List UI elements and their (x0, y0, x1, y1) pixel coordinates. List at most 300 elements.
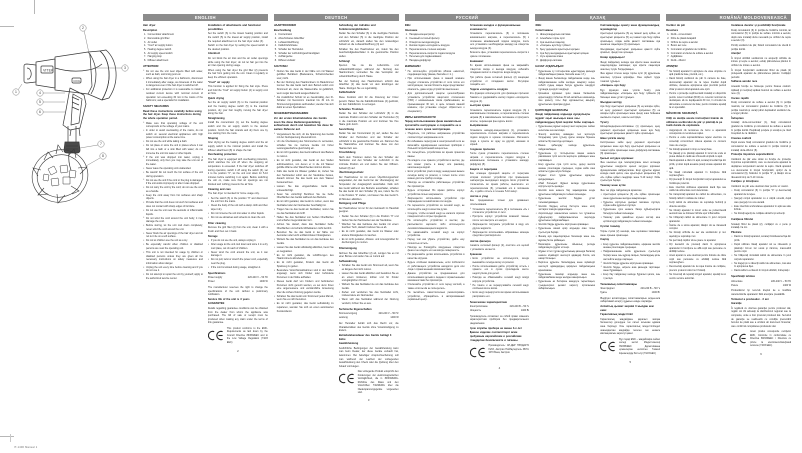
body-paragraph: Der Hersteller behält sich das Recht vor, die Charakteristiken des Geräts ohne Vorankündigung zu ändern. (338, 322, 399, 333)
parts-list-number: 6. (405, 51, 408, 55)
bullet-list-item: • When using the hair dryer in a bathroom, disconnect it immediately after usage, as closeness of the water is dangerous even if the hair dryer is switched off. (143, 77, 203, 88)
compliance-notice (208, 328, 268, 346)
body-paragraph: When using the hair dryer the grid filter (2) prevents the hair from getting into the unit. Clean it regularly to keep the efficient operation. (207, 68, 268, 79)
bullet-list-item: • Если устройство не используется, всегда вынимайте сетевую вилку из розетки. (470, 257, 530, 264)
bullet-list-item: • Тазалау үшін қажайтын жуғыш заттар мен еріткіштерді пайдалануға тыйым салынады. (600, 216, 660, 223)
section-heading: МЕРЫ БЕЗОПАСНОСТИ (404, 115, 436, 119)
compliance-notice (600, 339, 660, 357)
parts-list-number: 6. (667, 51, 670, 55)
section-heading: Attention! (207, 52, 221, 56)
parts-list-label: Насадка-диффузор (409, 59, 431, 63)
parts-list-label: Schalter der Luftzufuhrgeschwindigkeit (278, 51, 320, 55)
section-heading: Storage (207, 234, 218, 238)
section-heading: Хранение (469, 252, 482, 256)
parts-list-label: Переключатель скорости подачи воздуха (409, 51, 455, 55)
section-heading: Шаш үлгісін жасау (600, 136, 625, 140)
parts-list-label: Concentrator attachment (147, 33, 174, 37)
bullet-list-item: • Als zusätzlicher Schutz ist es zweckmäßig, den FI-Schalter mit Nennstrom maximal bis 30 mA im Stromversorgungskreis aufzustellen; wenden Sie sich dafür an einen Spezialisten. (274, 96, 334, 110)
bullet-list (470, 257, 530, 298)
numbered-parts-list (535, 33, 595, 63)
section-heading: Betriebslebensdauer des Geräts beträgt 3 Jahre (338, 333, 392, 341)
bullet-list-item: • Nu folosiţi aparatul în apropiere de vase umplute cu apă (cadă de baie, piscină, etc.). (666, 70, 726, 77)
section-heading: Сүзгіні тазалау (600, 225, 620, 229)
parts-list-number: 2. (274, 36, 277, 40)
bullet-list-item: • Achten Sie darauf, dass das Netzkabel heiße Oberflächen und scharfe Möbelkanten nicht berührt. (274, 223, 334, 230)
language-header-kk: ҚАЗАҚ (535, 14, 660, 21)
bullet-list-item: • Никогда не оставляйте работающее устройство без присмотра. (405, 181, 465, 188)
specification-label: Alimentare (731, 279, 743, 283)
parts-list-number: 5. (274, 47, 277, 51)
body-paragraph: Scoateţi filtrul de plasă (2), curăţaţi-l cu o perie şi instalaţi-l la loc. (731, 222, 791, 230)
bullet-list-item: • Unplug the unit every time before cleaning and if you do not use it. (143, 266, 203, 273)
svg-text:3: 3 (124, 66, 126, 71)
bullet-list-item: • Before storing, let the unit cool down completely; never wind the cord around the unit. (143, 224, 203, 231)
section-heading: Curăţarea filtrului (731, 218, 754, 222)
bullet-list-item: • After usage let the unit cool down and store it in a dry cool place, out of reach of children. (208, 243, 268, 250)
section-heading: Данное изделие соответствует всем требуемым европейским и российским стандартам безопасности и гигиены. (469, 331, 522, 342)
specification-value: 220-240 В ~ 50 Гц (640, 287, 661, 291)
body-paragraph: Stellen Sie den Schalter (6) in die niedrigste Heizstufe und den Schalter (5) in die niedrigste Position der Luftzufuhr ein, danach stellen Sie den notwendigen Aufsatz an die Luftaustrittsöffnung (3) auf. (338, 32, 399, 47)
text-subcolumn-right (470, 24, 530, 424)
bullet-list-item: • Құрылғыны жинап қояр алдында оған толық суытылуға беріңіз. (535, 227, 595, 234)
section-heading: Қызып кетуден қорғаныс (600, 156, 634, 160)
specification-label: Power (207, 280, 215, 284)
bullet-list-item: • Не тяните и не перекручивайте сетевой шнур, особенно возле вилки. (470, 284, 530, 291)
compliance-notice (470, 345, 530, 363)
text-subcolumn-left (405, 24, 465, 424)
bullet-list-item: • Deconectaţi aparatul de la reţea înainte de curăţare, precum şi atunci când nu îl folosiţi. (666, 265, 726, 272)
body-paragraph: În legătură cu oferirea garanţiei pentru produsul dat, rugăm să Vă adresaţi la distribuitorul regional sau la compania, unde a fost procurat produsul dat. Serviciul de garanţie se realizează cu condiţia prezentării bonului de plată sau a oricărui alt document financiar, care confirmă cumpărarea produsului dat. (731, 306, 791, 328)
bullet-list-item: • Clean the body of the unit with a damp cloth and then wipe it dry. (208, 204, 268, 211)
specification-row (470, 309, 530, 313)
parts-list-number: 1. (144, 33, 146, 37)
bullet-list-item: • Запрещается погружать устройство в воду или другие жидкости. (470, 223, 530, 230)
section-heading: Reinigung und Pflege (338, 202, 366, 206)
text-subcolumn-right (731, 24, 791, 424)
bullet-list-item: • Bei der Nutzung des Haartrockners im Badezimmer trennen Sie das Gerät nach dem Betrieb sofort vom Stromnetz ab, denn die Wassernähe ist gefährlich, wenn sogar das Gerät ausgeschaltet ist. (274, 81, 334, 95)
bullet-list-item: • Не используйте устройство вблизи емкостей, содержащих воду (ванна, бассейн и т.п.). (405, 70, 465, 77)
bullet-list-item: • Never block the air openings of the hair dryer and do not let it lie on a soft surface. (143, 232, 203, 239)
section-heading: ФЕН (535, 24, 542, 27)
specification-value: 1400 W (390, 316, 399, 320)
section-heading: Description (143, 28, 158, 32)
bullet-list-item: • Не используйте устройство в местах, где распыляются аэрозоли либо используются легковоспламеняющиеся жидкости. (405, 219, 465, 230)
body-paragraph: Производитель оставляет за собой право изменять характеристики приборов без предварительного уведомления. (469, 314, 530, 326)
section-heading: Read these instructions carefully before using the hair dryer. Keep these instructions during the whole operation period. (143, 109, 202, 121)
bullet-list-item: • Do not use the unit while taking a bath. (143, 140, 203, 144)
section-heading: Жылдам кептіру (600, 100, 622, 104)
bullet-list-item: • Pentru a evita suprasolicitarea reţelei electrice nu conectaţi concomitent câteva aparate cu consum mare de energie. (666, 136, 726, 147)
section-heading: Uscare rapidă (731, 96, 749, 100)
section-heading: GUARANTEE (207, 302, 225, 306)
bullet-list-item: • Электр желісінің шамадан тыс жүктелуін болдырмау үшін тұтыну қуаты жоғары бірнеше аспапты бір мезгілде қоспаңыз. (535, 133, 595, 144)
section-heading: ВНИМАНИЕ! (404, 65, 421, 69)
body-paragraph: Ауыстырып қосқышты (6) ең төменгі қызу күйіне, ал ауыстырып қосқышты (5) ең төменгі ауа беру күйіне орнатыңыз, содан кейін қажетті саптаманы ауа шығатын саңылауға (3) орнатыңыз. (600, 32, 661, 47)
bullet-list-item: • Do not use the unit near objects filled with water, such as bath, swimming pool etc. (143, 70, 203, 77)
section-heading: ФЕН (404, 24, 411, 27)
section-heading: Тазалау және күтім (600, 184, 626, 188)
language-body-de (274, 24, 399, 424)
specifications-table (600, 287, 660, 294)
body-paragraph: În timpul funcţionării uscătorului filtrul de plasă (2) protejează aparatul de pătrunderea părului. Curăţaţi-l periodic. (731, 68, 791, 79)
bullet-list-item: • Желілік бауды құрылғы корпусына орамаңыз. (600, 262, 660, 266)
ce-mark-icon (731, 331, 747, 349)
bullet-list-item: • Do not use the unit near the aerosols or inflammable liquids. (143, 209, 203, 216)
section-heading: Curăţare şi întreţinere (731, 180, 759, 184)
bullet-list-item: • Не пользуйтесь устройством во время принятия ванны. (405, 151, 465, 158)
parts-list-number: 7. (405, 55, 408, 59)
section-heading: ACHTUNG! (273, 65, 288, 69)
illustration-panel (8, 14, 140, 432)
bullet-list-item: • Dacă aparatul a căzut în apă, scoateţi imediat fişa din priză, şi doar după aceasta puteţi scoate aparatul din apă. (666, 159, 726, 170)
section-heading: Suflarea aerului rece (731, 80, 758, 84)
section-heading: НАЗАР АУДАРЫҢЫЗ! (535, 65, 564, 69)
bullet-list-item: • Nu folosiţi aparatul în timp ce faceţi baie. (666, 148, 726, 152)
bullet-list-item: • Құрылғыны желілік баудан ұстап тасымалдамаңыз. (535, 197, 595, 204)
section-heading: Саптамаларды орнату және функционалдық мүмкіндіктер (600, 24, 660, 31)
bullet-list-item: • Запрещается использовать абразивные моющие средства и растворители. (470, 231, 530, 238)
parts-list-label: Кнопка подачи «холодного» воздуха (409, 44, 450, 48)
parts-list-number: 2. (667, 36, 670, 40)
specification-label: Электрқорегі (600, 287, 615, 291)
body-paragraph: Nehmen Sie das Gitterfilter (2) ab, reinigen Sie es mit einer Bürste und stellen Sie es zurück auf. (338, 251, 399, 259)
bullet-list-item: • Seien Sie vorsichtig! Berühren Sie nie heiße Oberflächen des Geräts während des Betriebs. (274, 193, 334, 200)
section-heading: Сипаттамасы (535, 28, 553, 32)
parts-list-label: Ауа беру жылдамдығын ауыстырып қосқыш (539, 51, 589, 55)
section-heading: Frisurbildung (338, 151, 356, 155)
compliance-notice (339, 371, 399, 395)
section-heading: Atenţie! (731, 52, 741, 56)
bullet-list-item: • Este interzisă utilizarea aparatului dacă fişa sau cablul de alimentare sunt deteriorate. (666, 186, 726, 193)
numbered-parts-list (274, 33, 334, 63)
bullet-list-item: • Es ist nicht gestattet, das Gerät während des Badens zu nutzen. (274, 151, 334, 158)
bullet-list-item: • Make sure that operating voltage of the unit corresponds to the voltage of your mains. (143, 122, 203, 129)
page-number: 4 (498, 366, 501, 371)
body-paragraph: Install the concentrator (1), set the heating degree switch and the air supply switch to the desired position. Comb the hair strands and dry them one by one starting from the roots. (207, 121, 268, 136)
section-heading: «Салқын» ауа беру (600, 84, 626, 88)
parts-list-label: Aufhängeöse (278, 55, 293, 59)
bullet-list (535, 125, 595, 291)
body-paragraph: Bei der Nutzung des Haartrockners schützt das Gitterfilter (2) das Gerät vor dem Eindringen der Haare. Reinigen Sie es regelmäßig. (338, 79, 399, 90)
body-paragraph: Установите переключатель подачи воздуха (6) в максимальное положение, а переключатель степени нагрева (5) в максимальное положение и просушите волосы, перемещая фен вдоль волос. (469, 108, 530, 123)
bullet-list-item: • Не разрешайте детям использовать устройство в качестве игрушки. (405, 253, 465, 260)
crop-mark-top-left-vertical (34, 0, 35, 14)
bullet-list-item: • Es ist nicht gestattet, Abrasiv- und Lösungsmittel für die Reinigung zu nutzen. (339, 238, 399, 245)
specifications-table (731, 280, 791, 287)
bullet-list-item: • Не наматывайте сетевой шнур на корпус устройства. (405, 231, 465, 238)
bullet-list-item: • Желілік бауды құрылғы корпусына орамаңыз. (535, 223, 595, 227)
bullet-list-item: • Dacă folosiţi uscătorul de păr în camera de baie, deconectaţi aparatul de la reţea imediat după utilizare, deoarece apropierea apei prezintă pericol chiar şi atunci când aparatul este oprit. (666, 77, 726, 91)
section-heading: Schnelles Trocknen (338, 107, 364, 111)
section-heading: Straightening (207, 116, 225, 120)
bullet-list (143, 70, 203, 103)
body-paragraph: Ауа беру ауыстырып қосқышын (6) ең жоғары күйге, ал қызу дәрежесі ауыстырып қосқышын (5) ең жоғары күйге орнатыңыз және фенді шаш бойымен жылжыта отырып, шашты кептіріңіз. (600, 105, 661, 119)
section-heading: Установка насадок и функциональные возможности (469, 24, 521, 31)
section-heading: HAARTROCKNER (273, 24, 296, 27)
language-column-de (271, 14, 402, 432)
bullet-list (731, 235, 791, 273)
section-heading: Чистка фильтра (469, 239, 491, 243)
section-heading: "Cool" air supply (207, 80, 230, 84)
parts-list-label: Luftaustrittsöffnung (278, 40, 299, 44)
parts-list-label: Agăţătoare (670, 55, 683, 59)
bullet-list (405, 70, 465, 114)
body-paragraph: Uscătorul de păr este dotat cu funcţie de protecţie împotriva supraîncălzirii, care va deconecta aparatul la depăşirea temperaturii aerului la ieşire. Dacă aparatul s-a deconectat în timpul funcţionării, opriţi-l de la comutatorul (6), fixându-l în poziţia "0", şi lăsaţi-l să se răcească timp de 5-10 minute. (731, 157, 791, 179)
specification-value: 220-240 V ~ 50 Hz (247, 276, 268, 280)
bullet-list-item: • Wenn sich das Netzkabel während der Nutzung verdreht, richten Sie es aus. (339, 298, 399, 305)
bullet-list-item: • Wickeln Sie das Netzkabel nie um das Gehäuse des Geräts. (339, 283, 399, 290)
bullet-list-item: • Do not use the unit if the cord or the plug is damaged, if the unit works improperly or after it was dropped. (143, 179, 203, 186)
body-paragraph: Uscătorul de păr este destinat doar pentru uz casnic. (731, 184, 789, 188)
bullet-list-item: • Егер құрылғы суға түсіп кетсе, дереу желілік ашаны розеткадан суырыңыз, содан кейін ғана аспапты судан алуға болады. (535, 163, 595, 174)
numbered-parts-list (143, 33, 203, 63)
specification-label: Мощность (469, 308, 482, 312)
bullet-list (535, 70, 595, 107)
parts-list-label: Filtru de plasă detaşabil (670, 36, 697, 40)
parts-list-item (535, 59, 595, 63)
bullet-list-item: • Be careful! Do not touch the hot surface of the unit during operation. (143, 171, 203, 178)
page-number: 2 (237, 348, 239, 353)
bullet-list (666, 129, 726, 280)
manual-sheet (8, 14, 794, 432)
bullet-list-item: • For additional protection it is reasonable to install a residual current device with nominal current of operation not exceeding 30 mA in the mains of the bathroom; ask a specialist for installation. (143, 88, 203, 102)
page-number: 3 (367, 398, 370, 403)
parts-list-number: 5. (667, 47, 670, 51)
parts-list-number: 4. (274, 44, 277, 48)
body-paragraph: Diese Funktion wird für die Fixierung der Frisur genutzt. Halten Sie die Kaltluftzufuhrtaste (4) gedrückt, um den Kaltluftstrom zu erzeugen. (338, 95, 399, 107)
parts-list-number: 8. (144, 59, 146, 63)
svg-text:5: 5 (39, 100, 41, 105)
section-heading: Installation of attachments and functional possibilities (207, 24, 261, 31)
bullet-list-item: • In order to avoid overloading of the mains, do not switch on several electrical appliances with high power consumption at the same time. (143, 129, 203, 140)
bullet-list-item: • Егер құрылғы пайдаланылмаса, әрқашан желілік ашаны розеткадан суырыңыз. (600, 243, 660, 250)
section-heading: MĂSURI DE SIGURANŢĂ (666, 112, 698, 116)
numbered-parts-list (405, 33, 465, 63)
section-heading: Сақтау (600, 238, 610, 242)
bullet-list-item: • Nu înfăşuraţi niciodată cablul de alimentare în jurul corpului aparatului. (731, 254, 791, 261)
body-paragraph: Der Haartrockner ist nur für den Gebrauch im Haushalt geeignet. (338, 206, 399, 214)
language-header-de: DEUTSCH (274, 14, 399, 21)
section-heading: Подача «холодного» воздуха (469, 87, 508, 91)
bullet-list-item: • Lassen Sie das eingeschaltete Gerät nie unbeaufsichtigt. (274, 185, 334, 192)
body-paragraph: После сушки установите переключатель степени нагрева и переключатель подачи воздуха в минимальное положение и установите насадку-диффузор (8). (469, 152, 530, 167)
section-heading: Instalarea duzelor şi posibilităţi funcţionale (731, 24, 786, 27)
bullet-list-item: • Nu folosiţi aparatul în locuri unde se pulverizează aerosoli sau se folosesc lichide uşor inflamabile. (666, 209, 726, 216)
ce-mark-icon (339, 371, 355, 389)
specifications-table (339, 312, 399, 319)
bullet-list-item: • Do not wind the cord around the unit body; it may damage the cord. (143, 217, 203, 224)
bullet-list-item: • Acest aparat nu este destinat pentru folosire de către copii sau persoane cu abilităţi reduse fără supraveghere. (666, 254, 726, 265)
bullet-list-item: • Do not attempt to repair the unit by yourself; apply to the authorized service center. (143, 273, 203, 280)
body-paragraph: Гарантиялық жағдайдағы қаралып жатқан бөлшектер дилерден тек сатып алынған адамға ғана берiледi. Осы гарантиялық мiндеттiлiгiндегi шағымдалған жағдайда төлеген чек немесе квитанциясын көрсетуi қажет. (600, 317, 661, 336)
specification-label: Қуаты (600, 290, 607, 294)
section-heading: Aufbewahrung (338, 259, 357, 263)
body-paragraph: Porniţi uscătorul de păr, fixând comutatorul de viteză în poziţia dorită. (731, 43, 791, 51)
bullet-list-item: • Құрылғыны тазалар алдында және оны пайдаланбаған кезде желіден ажыратыңыз. (535, 273, 595, 280)
section-heading: Uscător de păr (666, 24, 685, 27)
specification-label: Power supply (207, 276, 223, 280)
parts-list-label: Съемный сетчатый фильтр (409, 36, 440, 40)
body-paragraph: Торлы сүзгіні (2) шешіңіз, оны щеткамен тазалаңыз және орнына орнатыңыз. (600, 230, 661, 237)
bullet-list-item: • Желілік баудың ыстық беттерге және өткір заттарға тимеуін қадағалаңыз. (535, 205, 595, 212)
bullet-list-item: • Ziehen und verdrehen Sie das Netzkabel nicht, insbesondere am Netzstecker. (339, 291, 399, 298)
bullet-list-item: • Протрите корпус устройства влажной тканью, после чего вытрите его насухо. (470, 215, 530, 222)
section-heading: Чистка и уход (469, 194, 489, 198)
bullet-list-item: • Ванна қабылдау кезінде құрылғыны пайдаланбаңыз. (535, 144, 595, 151)
section-heading: ATTENTION! (143, 65, 159, 69)
parts-list-label: Петелька для подвешивания (409, 55, 442, 59)
bullet-list-item: • Для дополнительной защиты целесообразно установить устройство защитного отключения (УЗО) с номинальным током срабатывания, не превышающим 30 мА, в цепь питания ванной комнаты; при установке следует обратиться к специалисту. (405, 92, 465, 114)
bullet-list-item: • Besondere Vorsichtsmaßnahmen sind in den Fällen angesagt, wenn sich Kinder oder behinderte Personen in der Nähe aufhalten. (274, 269, 334, 280)
body-paragraph: Фен жұмыс істеген кезде торлы сүзгі (2) құрылғыны шаштың түсуінен қорғайды. Оны жүйелі түрде тазалап тұрыңыз. (600, 72, 661, 83)
bullet-list (405, 132, 465, 301)
parts-list-label: Abnehmbares Gitterfilter (278, 36, 305, 40)
body-paragraph: Fixaţi comutatorul de suflare a aerului (6) în poziţia maximă, iar comutatorul gradului de încălzire (5) în poziţia maximă şi uscaţi părul deplasând uscătorul de-a lungul părului. (731, 101, 791, 116)
language-column-kk (532, 14, 663, 432)
body-paragraph: Details regarding guarantee conditions can be obtained from the dealer from whom the appliance was purchased. The bill of sale or receipt must be produced when making any claim under the terms of this guarantee. (207, 306, 268, 325)
bullet-list-item: • Жұмыс істеп тұрған құрылғының қасында балалар немесе мүмкіндігі шектеулі адамдар болса, аса назар болыңыз. (535, 250, 595, 261)
bullet-list-item: • Wischen Sie das Gehäuse des Geräts mit einem feuchten Tuch, danach trocknen Sie es ab. (339, 223, 399, 230)
section-heading: Перед использованием фена внимательно прочитайте инструкцию и сохраняйте ее в течение всего срока эксплуатации. (404, 120, 462, 131)
parts-list-item (143, 59, 203, 63)
parts-list-number: 6. (274, 51, 277, 55)
body-paragraph: În timpul utilizării uscătorului nu acoperiţi orificiile de intrare şi ieşire a aerului; evitaţi pătrunderea părului în orificiul de intrare a aerului. (731, 56, 791, 67)
body-paragraph: Фен тек үйде пайдалануға арналған. (600, 188, 642, 192)
bullet-list-item: • Înainte de a stoca aparatul, lăsaţi-l să se răcească complet. (666, 224, 726, 231)
language-body-en (143, 24, 268, 424)
specification-row (731, 284, 791, 288)
bullet-list-item: • Wickeln Sie das Netzkabel nie um das Gehäuse des Geräts. (274, 238, 334, 245)
section-heading: Аспаптың қызмет мерзімі 3 жылдан кем емес (600, 305, 654, 312)
body-paragraph: Установите переключатель (6) в положение минимального нагрева, а переключатель (5) в положение минимальной подачи воздуха, после чего установите необходимую насадку на отверстие выхода воздуха (3). (469, 32, 530, 50)
language-header-ro: ROMÂNĂ/ MOLDOVENEASCĂ (666, 14, 791, 21)
bullet-list-item: • Nu lăsaţi niciodată aparatul în funcţiune fără supraveghere. (666, 171, 726, 178)
bullet-list (339, 215, 399, 245)
bullet-list-item: • Қосымша қорғаныс үшін ванна бөлмесінің қоректендіру тізбегіне 30 мА аспайтын номиналды іске қосылу тогы бар қорғаныстық ажырату құрылғысын орнатқан дұрыс. (535, 92, 595, 106)
parts-list-label: Алынбалы торлы сүзгі (539, 36, 565, 40)
parts-list-number: 2. (405, 36, 408, 40)
bullet-list-item: • Asiguraţi-vă că tensiunea de lucru a aparatului corespunde cu tensiunea reţelei. (666, 129, 726, 136)
bullet-list-item: • Set the switch (6) to the position "0" and disconnect the unit from the mains. (208, 197, 268, 204)
bullet-list-item: • This unit is not intended for usage by children or disabled persons unless they are given all the necessary instructions on safety measures and information about danger. (143, 251, 203, 265)
bullet-list-item: • Fixaţi comutatorul (6) în poziţia "0" şi deconectaţi aparatul de la reţea. (731, 189, 791, 196)
body-paragraph: Nach dem Trocknen stellen Sie den Schalter der Heizstufen und den Schalter der Luftzufuhr in die minimale Position ein und stellen Sie den Diffusor-Aufsatz (8) auf. (338, 155, 399, 170)
compliance-notice (731, 331, 791, 349)
bullet-list-item: • Құрылғының жұмыс кернеуі желі кернеуіне сәйкес келетініне көз жеткізіңіз. (535, 125, 595, 132)
bullet-list-item: • Желілік бауды, әсіресе аша қасында тартпаңыз және бұрамаңыз. (600, 266, 660, 273)
body-paragraph: Ausführliche Bedingungen der Gewährleistung kann man beim Dealer, der diese Geräte verkauft hat, bekommen. Bei beliebiger Anspruchserhebung soll man während der Laufzeit der vorliegenden Gewährleistung den Check oder die Quittung über den Ankauf vorzulegen. (338, 346, 399, 368)
bullet-list-item: • Never leave the operating unit unattended. (143, 167, 203, 171)
ce-mark-icon (470, 345, 486, 363)
svg-text:6: 6 (39, 110, 41, 115)
bullet-list-item: • Будьте осторожны! Во время работы корпус устройства сильно нагревается. (405, 189, 465, 196)
bullet-list-item: • Данное устройство не предназначено для использования детьми и людьми с ограниченными возможностями без присмотра. (405, 272, 465, 283)
bullet-list-item: • Перед тем как убрать устройство, дайте ему полностью остыть. (405, 238, 465, 245)
parts-list-label: Diffusor-Aufsatz (278, 59, 296, 63)
section-heading: Specificaţii tehnice (731, 275, 755, 279)
bullet-list-item: • Ştergeţi corpul aparatului cu o cârpă umedă, după care ştergeţi-l cu una uscată. (731, 197, 791, 204)
bullet-list-item: • Пайдаланғаннан кейін құрылғыға суытылуға беріңіз және оны құрғақ салқын, балалардың қолы жетпейтін жерде сақтаңыз. (600, 250, 660, 261)
parts-list-label: Диффузор-саптама (539, 59, 562, 63)
body-paragraph: The manufacturer reserves the right to change the specifications of the unit without a preliminary notification. (207, 285, 268, 297)
parts-list-label: Ауа шығатын саңылау (539, 40, 565, 44)
specification-value: 1400 W (782, 283, 791, 287)
body-paragraph: The hair dryer is equipped with overheating protection, which switches the unit off when the outgoing air temperature is exceeded. If the hair dryer switches off during operation, switch it off using the switch (6), set it to the position "0", let the unit cool down for 5-10 minutes before switching it on again. Before switching the unit on, make sure that air openings are not blocked and nothing prevents the air flow. (207, 157, 268, 187)
section-heading: Service life of the unit is 3 years (207, 297, 250, 301)
bullet-list-item: • Es ist nicht gestattet, Kindern das Gerät als Spielzeug zu geben. (274, 261, 334, 268)
parts-list-label: Отверстие выхода воздуха (409, 40, 440, 44)
section-heading: Descriere (666, 28, 679, 32)
language-column-en (140, 14, 271, 432)
bullet-list-item: • Dieses Gerät darf von Kindern und behinderten Personen nicht genutzt werden, es sei denn ihnen eine angemessene und verständliche Anweisung über die sichere Nutzung gegeben wurde. (274, 280, 334, 294)
specification-row (208, 280, 268, 284)
section-heading: ҚАУІПСІЗДІК ШАРАЛАРЫ (535, 108, 569, 112)
text-subcolumn-left (143, 24, 203, 424)
parts-list-label: Шоғырландырғыш-саптама (539, 33, 571, 37)
text-subcolumn-right (339, 24, 399, 424)
parts-list-number: 5. (144, 47, 146, 51)
section-heading: Achtung! (338, 59, 351, 63)
bullet-list-item: • După utilizare lăsaţi aparatul să se răcească şi păstraţi-l într-un loc uscat şi răcoros, inaccesibil pentru copii. (731, 243, 791, 254)
section-heading: Kaltluftzufuhr (338, 91, 356, 95)
section-heading: Crearea coafurii (731, 136, 752, 140)
parts-list-label: Duză - difuzor (670, 59, 686, 63)
bullet-list-item: • Во избежание перегрузки в электрической сети не включайте одновременно несколько приборов с большой потребляемой мощностью. (405, 140, 465, 151)
parts-list-number: 7. (536, 55, 539, 59)
body-paragraph: Кептіргеннен кейін қызу дәрежесі ауыстырып қосқышын және ауа беру ауыстырып қосқышын ең төменгі күйге орнатыңыз және диффузор-саптаманы (8) орнатыңыз. (600, 141, 661, 156)
parts-list-number: 3. (144, 40, 146, 44)
bullet-list (470, 208, 530, 238)
diffuser-attachment-illustration (24, 136, 134, 216)
parts-list-number: 8. (536, 59, 539, 63)
bullet-list-item: • Жұмыс істеп тұрған құрылғыны қараусыз қалдырмаңыз. (535, 174, 595, 181)
parts-list-number: 2. (536, 36, 539, 40)
language-body-ro (666, 24, 791, 424)
bullet-list-item: • Fiţi deosebit de precauţi dacă în apropierea aparatului în funcţiune se află copii sau persoane cu abilităţi reduse. (666, 243, 726, 254)
section-heading: Protecţie împotriva supraîncălzirii (731, 153, 774, 157)
bullet-list-item: • Do not use abrasives and solvents to clean the unit. (208, 216, 268, 220)
bullet-list-item: • Do not let children use the unit as a toy. (143, 239, 203, 243)
bullet-list-item: • После использования дайте устройству остыть и храните его в сухом прохладном месте, недоступном для детей. (470, 265, 530, 276)
bullet-list-item: • If you do not use the unit, always unplug it. (208, 239, 268, 243)
section-heading: Быстрая сушка (469, 104, 490, 108)
bullet-list-item: • Do not immerse the unit into water or other liquids. (208, 212, 268, 216)
parts-list-label: Diffuser attachment (147, 59, 169, 63)
bullet-list-item: • Nu blocaţi orificiile de aer ale uscătorului şi nu-l aşezaţi pe suprafeţe moi. (666, 231, 726, 238)
parts-list-number: 5. (536, 47, 539, 51)
bullet-list-item: • Do not pull, twist or stretch the power cord, especially near the plug. (208, 258, 268, 265)
bullet-list-item: • Құрылғыны су толтырылған ыдыстардың қасында пайдаланбаңыз (ванна, бассейн және т.б.). (535, 70, 595, 77)
parts-list-label: Қызу дәрежесін ауыстырып қосқыш (539, 47, 580, 51)
parts-list-number: 2. (144, 36, 146, 40)
parts-list-number: 4. (536, 44, 539, 48)
crop-mark-bottom-left-horizontal (0, 436, 14, 437)
bullet-list-item: • Este interzisă scufundarea aparatului în apă sau alte lichide. (731, 205, 791, 212)
page-number: 5 (629, 359, 632, 364)
parts-list-label: Насадка-концентратор (409, 33, 435, 37)
section-heading: Cleaning and care (207, 187, 231, 191)
bullet-list-item: • Es ist nicht gestattet, das Gerät zu nutzen, wenn das Netzkabel oder der Netzstecker beschädigt ist. (274, 200, 334, 207)
section-heading: Түзету (600, 120, 609, 124)
body-paragraph: Stellen Sie den Schalter der Luftzufuhr (6) in die maximale Position und den Schalter der Heizstufen (5) in die maximale Position ein und trocknen Sie Ihre Haare grob durch. (338, 112, 399, 127)
language-body-kk (535, 24, 660, 424)
bullet-list-item: • Абай болыңыз! Жұмыс кезінде құрылғының корпусы қатты қызады. (535, 182, 595, 189)
parts-list-number: 3. (536, 40, 539, 44)
parts-list-number: 4. (144, 44, 146, 48)
specification-value: 1400 W (259, 280, 268, 284)
bullet-list-item: • Nutzen Sie das Gerät in der Nähe von mit Wasser gefüllten Behältern (Badewanne, Schwimmbecken usw.) nicht. (274, 70, 334, 81)
parts-list-label: Buton aer rece (670, 44, 687, 48)
